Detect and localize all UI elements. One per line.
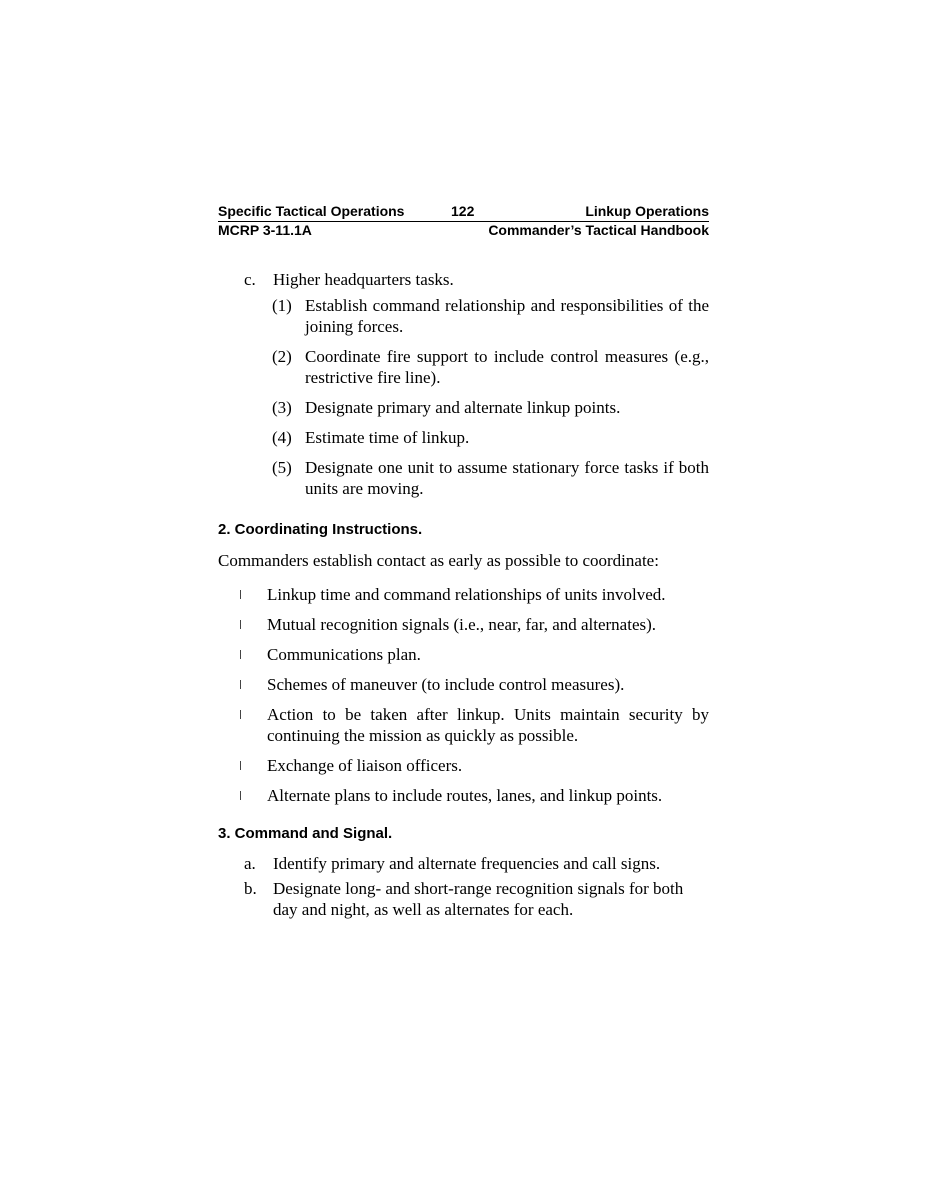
bullet-icon: [240, 650, 241, 659]
bullet-icon: [240, 791, 241, 800]
section-heading-command-signal: 3. Command and Signal.: [218, 825, 393, 842]
list-item: [218, 674, 709, 695]
section-intro: Commanders establish contact as early as possible to coordinate:: [218, 551, 659, 570]
item-marker: (4): [272, 428, 292, 447]
list-item: [218, 853, 709, 874]
list-item: [218, 397, 709, 418]
item-text: Establish command relationship and responsibilities of the joining forces.: [305, 296, 709, 336]
list-item: [218, 427, 709, 448]
higher-hq-tasks: [218, 269, 709, 499]
sub-list: [218, 295, 709, 499]
list-item: [218, 457, 709, 499]
item-marker: a.: [244, 854, 256, 873]
item-marker: (5): [272, 458, 292, 477]
item-text: Alternate plans to include routes, lanes, and linkup points.: [267, 786, 663, 805]
item-marker: c.: [244, 270, 256, 289]
bullet-icon: [240, 680, 241, 689]
document-page: [218, 203, 709, 924]
item-marker: (1): [272, 296, 292, 315]
list-item: [218, 295, 709, 337]
item-text: Communications plan.: [267, 645, 421, 664]
item-text: Designate one unit to assume stationary force tasks if both units are moving.: [305, 458, 709, 498]
list-item: [218, 704, 709, 746]
item-marker: (3): [272, 398, 292, 417]
header-doc-id: MCRP 3-11.1A: [218, 222, 312, 238]
header-doc-title: Commander’s Tactical Handbook: [488, 222, 709, 238]
item-marker: b.: [244, 879, 257, 898]
command-signal-list: [218, 853, 709, 920]
header-bottom-row: [218, 222, 709, 240]
item-text: Coordinate fire support to include control measures (e.g., restrictive fire line).: [305, 347, 709, 387]
header-section: Specific Tactical Operations: [218, 203, 405, 219]
item-marker: (2): [272, 347, 292, 366]
item-text: Linkup time and command relationships of units involved.: [267, 585, 666, 604]
item-text: Designate long- and short-range recognition signals for both day and night, as well as alternates for each.: [273, 879, 684, 919]
list-item: [218, 584, 709, 605]
list-item: [218, 785, 709, 806]
item-text: Estimate time of linkup.: [305, 428, 470, 447]
header-chapter: Linkup Operations: [585, 203, 709, 219]
section-heading-coordinating: 2. Coordinating Instructions.: [218, 521, 423, 538]
item-text: Schemes of maneuver (to include control measures).: [267, 675, 625, 694]
list-item: [218, 614, 709, 635]
item-text: Action to be taken after linkup. Units maintain security by continuing the mission as quickly as possible.: [267, 705, 709, 745]
header-page-number: 122: [451, 203, 475, 219]
list-item: [218, 755, 709, 776]
bullet-icon: [240, 590, 241, 599]
item-text: Designate primary and alternate linkup points.: [305, 398, 621, 417]
running-header: [218, 203, 709, 240]
item-text: Exchange of liaison officers.: [267, 756, 463, 775]
list-item: [218, 878, 709, 920]
coordination-bullets: [218, 584, 709, 806]
item-text: Mutual recognition signals (i.e., near, far, and alternates).: [267, 615, 657, 634]
bullet-icon: [240, 710, 241, 719]
header-top-row: [218, 203, 709, 222]
item-text: Higher headquarters tasks.: [273, 270, 454, 289]
item-text: Identify primary and alternate frequencies and call signs.: [273, 854, 661, 873]
bullet-icon: [240, 761, 241, 770]
list-item: [218, 269, 709, 290]
list-item: [218, 346, 709, 388]
list-item: [218, 644, 709, 665]
bullet-icon: [240, 620, 241, 629]
